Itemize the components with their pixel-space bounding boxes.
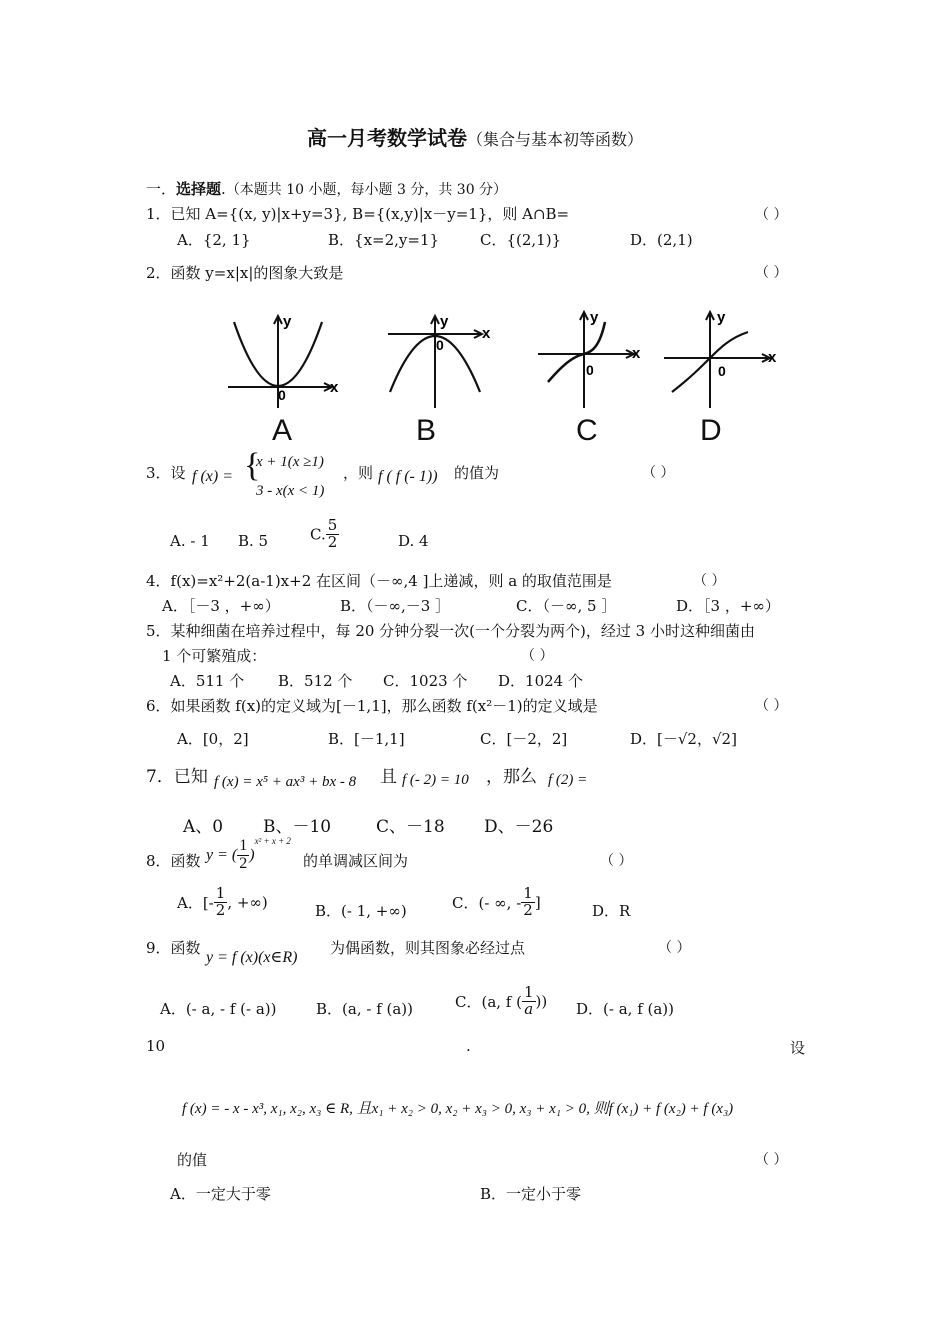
graph-a-x-label: x <box>330 379 339 396</box>
question-7-num: 7．已知 <box>146 767 208 787</box>
q3-option-b: B. 5 <box>238 532 269 550</box>
graph-d-origin: 0 <box>718 363 726 379</box>
q10-she: 设 <box>790 1039 806 1057</box>
question-4-stem: 4．f(x)=x²+2(a-1)x+2 在区间（－∞,4 ]上递减，则 a 的取值范围是 <box>146 572 612 590</box>
q8-option-c: C．(- ∞, - $\frac{1}{2}$ ] <box>452 884 541 919</box>
q3-piece-2: 3 - x(x < 1) <box>256 483 325 499</box>
graph-c-y-label: y <box>590 309 599 326</box>
q4-option-a: A．［－3 ，+∞） <box>162 597 280 615</box>
q5-option-b: B．512 个 <box>278 672 353 690</box>
answer-blank: （ ） <box>755 207 788 223</box>
q6-option-b: B．[－1,1] <box>328 730 405 748</box>
question-10-num: 10 <box>146 1037 166 1055</box>
q7-function: f (x) = x⁵ + ax³ + bx - 8 <box>214 774 357 790</box>
q10-tail: 的值 <box>177 1151 208 1169</box>
q9-function: y = f (x)(x∈R) <box>206 949 298 966</box>
q7-option-a: A、0 <box>183 817 224 837</box>
graph-c <box>538 312 634 408</box>
question-3-num: 3．设 <box>146 464 186 482</box>
graph-b <box>388 316 482 408</box>
q1-option-a: A．{2, 1} <box>177 231 251 249</box>
q9-option-d: D．(- a, f (a)) <box>576 1000 675 1018</box>
answer-blank: （ ） <box>658 940 691 956</box>
q8-tail: 的单调减区间为 <box>303 852 409 870</box>
q9-option-a: A．(- a, - f (- a)) <box>160 1000 277 1018</box>
section-name: 选择题 <box>176 180 222 198</box>
graph-c-x-label: x <box>632 345 641 362</box>
answer-blank: （ ） <box>642 465 675 481</box>
graph-b-label: B <box>416 414 437 447</box>
q1-option-d: D．(2,1) <box>630 231 693 249</box>
q4-option-c: C．（－∞, 5 ］ <box>516 597 617 615</box>
answer-blank: （ ） <box>693 573 726 589</box>
q5-option-d: D．1024 个 <box>498 672 583 690</box>
graph-d <box>664 312 770 408</box>
q3-piece-1: x + 1(x ≥1) <box>256 454 324 470</box>
q7-and: 且 <box>380 767 397 787</box>
q3-fx: f (x) = <box>192 468 233 485</box>
q9-option-b: B．(a, - f (a)) <box>316 1000 414 1018</box>
q7-ask: f (2) = <box>548 772 588 788</box>
q6-option-c: C．[－2，2] <box>480 730 568 748</box>
q3-then: ，则 <box>343 464 374 482</box>
q8-option-a: A．[- $\frac{1}{2}$ , +∞) <box>177 884 268 919</box>
graph-b-origin: 0 <box>436 337 444 353</box>
q8-function: y = ( $\frac{1}{2}$ )$^{x^2 + x + 2}$ <box>206 836 291 872</box>
question-6-stem: 6．如果函数 f(x)的定义域为[－1,1]，那么函数 f(x²－1)的定义域是 <box>146 697 598 715</box>
question-1-stem: 1．已知 A={(x, y)|x+y=3}, B={(x,y)|x－y=1}，则 A∩B= <box>146 205 570 223</box>
question-8-num: 8．函数 <box>146 852 201 870</box>
question-9-num: 9．函数 <box>146 939 201 957</box>
graph-d-y-label: y <box>717 309 726 326</box>
q3-brace: { <box>244 447 261 484</box>
q10-option-a: A．一定大于零 <box>170 1185 271 1203</box>
q1-option-c: C．{(2,1)} <box>480 231 562 249</box>
question-5-stem-2: 1 个可繁殖成： <box>162 647 267 665</box>
graph-d-label: D <box>700 414 722 447</box>
graph-c-label: C <box>576 414 598 447</box>
q9-tail: 为偶函数，则其图象必经过点 <box>330 939 526 957</box>
page-title: 高一月考数学试卷（集合与基本初等函数） <box>306 126 643 150</box>
q1-option-b: B．{x=2,y=1} <box>328 231 440 249</box>
q10-dot: . <box>466 1037 471 1055</box>
question-5-stem-1: 5．某种细菌在培养过程中，每 20 分钟分裂一次(一个分裂为两个)，经过 3 小时这种细菌由 <box>146 622 755 640</box>
q3-option-a: A. - 1 <box>170 532 210 550</box>
q8-option-b: B．(- 1, +∞) <box>315 902 407 920</box>
q3-ff: f ( f (- 1)) <box>378 468 438 485</box>
q7-then: ，那么 <box>486 767 537 787</box>
q7-option-b: B、－10 <box>263 817 332 837</box>
question-2-stem: 2．函数 y=x|x|的图象大致是 <box>146 264 344 282</box>
graph-a-label: A <box>272 414 293 447</box>
page-subtitle: （集合与基本初等函数） <box>466 130 643 149</box>
graph-b-y-label: y <box>440 313 449 330</box>
q7-option-d: D、－26 <box>484 817 554 837</box>
q10-option-b: B．一定小于零 <box>480 1185 582 1203</box>
graph-d-x-label: x <box>768 349 777 366</box>
answer-blank: （ ） <box>755 1152 788 1168</box>
q5-option-c: C．1023 个 <box>383 672 468 690</box>
q3-option-c: C. $\frac{5}{2}$ <box>310 516 338 551</box>
answer-blank: （ ） <box>755 698 788 714</box>
answer-blank: （ ） <box>755 265 788 281</box>
q2-graphs <box>220 300 790 420</box>
q6-option-d: D．[－√2，√2] <box>630 730 737 748</box>
q8-option-d: D．R <box>592 902 631 920</box>
graph-b-x-label: x <box>482 325 491 342</box>
graph-a-y-label: y <box>283 313 292 330</box>
section-note: （本题共 10 小题，每小题 3 分，共 30 分） <box>225 182 508 198</box>
q6-option-a: A．[0，2] <box>177 730 249 748</box>
q9-option-c: C．(a, f ( $\frac{1}{a}$ )) <box>455 983 548 1018</box>
q7-option-c: C、－18 <box>376 817 445 837</box>
answer-blank: （ ） <box>600 853 633 869</box>
q7-condition: f (- 2) = 10 <box>402 772 469 788</box>
q4-option-b: B．（－∞,－3 ］ <box>340 597 451 615</box>
q5-option-a: A．511 个 <box>170 672 245 690</box>
q3-option-d: D. 4 <box>398 532 429 550</box>
graph-a-origin: 0 <box>278 387 286 403</box>
q4-option-d: D．［3 ，+∞） <box>676 597 780 615</box>
section-header: 一．选择题.（本题共 10 小题，每小题 3 分，共 30 分） <box>146 180 508 198</box>
graph-c-origin: 0 <box>586 362 594 378</box>
q10-formula: f (x) = - x - x³, x₁, x₂, x₃ ∈ R, 且x₁ + x₂ > 0, x₂ + x₃ > 0, x₃ + x₁ > 0, 则f (x₁) + f (x₂) + f (x₃) <box>182 1101 734 1117</box>
q3-tail: 的值为 <box>454 464 500 482</box>
answer-blank: （ ） <box>521 648 554 664</box>
